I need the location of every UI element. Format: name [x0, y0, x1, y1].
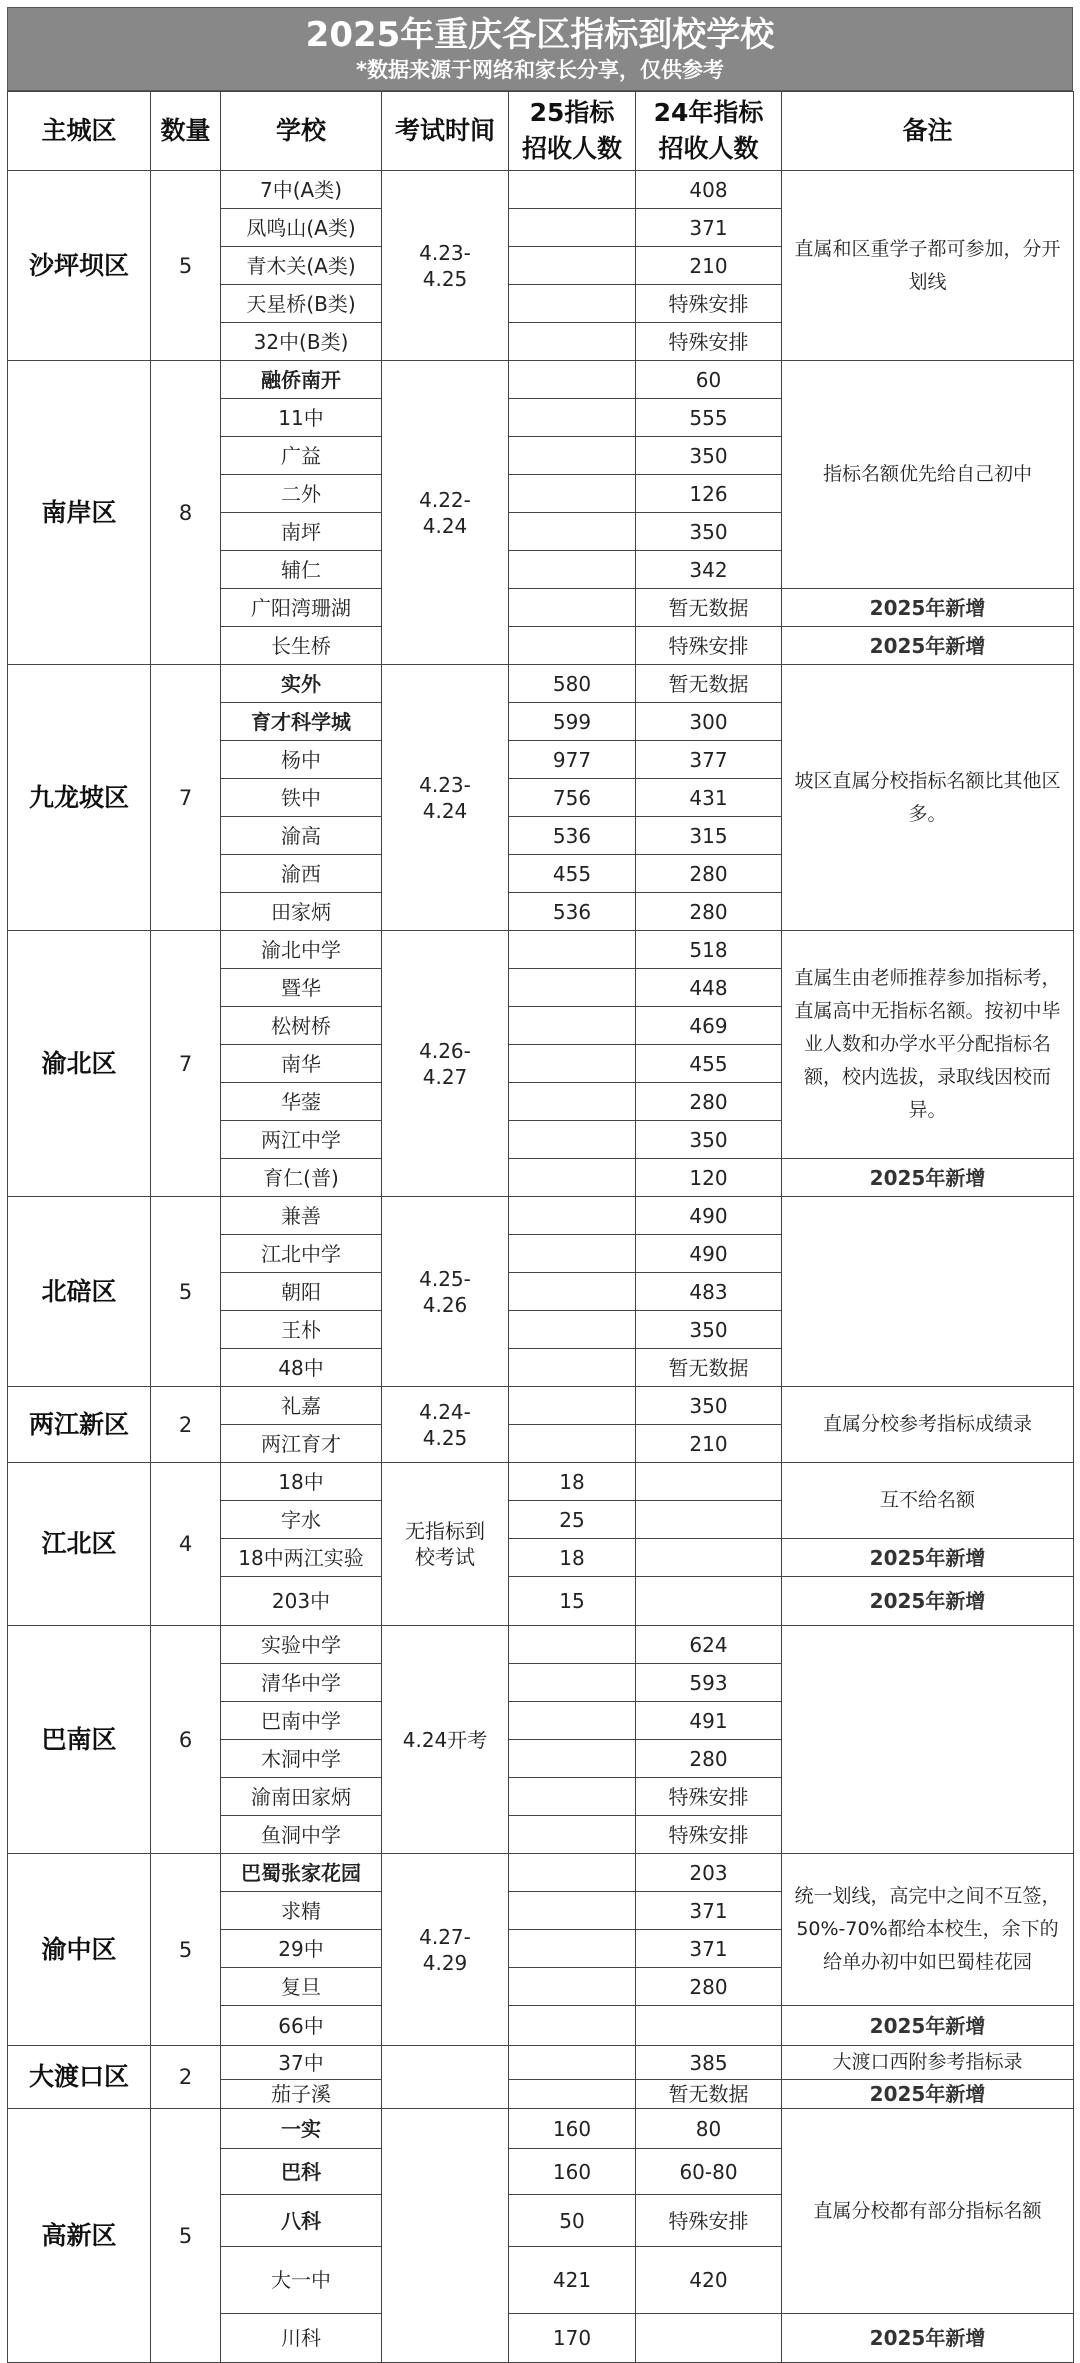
quota-25: 15 — [509, 1577, 636, 1626]
school-name: 杨中 — [221, 741, 382, 779]
quota-24: 342 — [636, 551, 782, 589]
school-name: 37中 — [221, 2046, 382, 2080]
quota-25 — [509, 1664, 636, 1702]
school-count: 7 — [151, 665, 221, 931]
school-name: 田家炳 — [221, 893, 382, 931]
table-row — [8, 931, 1074, 969]
new-badge: 2025年新增 — [782, 1577, 1074, 1626]
quota-24: 377 — [636, 741, 782, 779]
quota-25 — [509, 1159, 636, 1197]
header-quota-25 — [509, 92, 636, 171]
quota-25 — [509, 1892, 636, 1930]
quota-24: 210 — [636, 247, 782, 285]
quota-24 — [636, 2314, 782, 2363]
school-name: 32中(B类) — [221, 323, 382, 361]
table-row — [8, 361, 1074, 399]
note-cell: 直属和区重学子都可参加，分开划线 — [782, 171, 1074, 361]
exam-time: 4.26-4.27 — [382, 931, 509, 1197]
note-cell: 坡区直属分校指标名额比其他区多。 — [782, 665, 1074, 931]
school-name: 巴南中学 — [221, 1702, 382, 1740]
table-row — [8, 1387, 1074, 1425]
new-badge: 2025年新增 — [782, 589, 1074, 627]
quota-24: 483 — [636, 1273, 782, 1311]
note-cell — [782, 1197, 1074, 1387]
school-count: 8 — [151, 361, 221, 665]
header-quota-25-line1: 25指标 — [529, 98, 615, 127]
quota-24 — [636, 1501, 782, 1539]
quota-24: 暂无数据 — [636, 589, 782, 627]
quota-24 — [636, 1577, 782, 1626]
district-name: 九龙坡区 — [8, 665, 151, 931]
quota-24: 408 — [636, 171, 782, 209]
school-name: 川科 — [221, 2314, 382, 2363]
quota-24: 特殊安排 — [636, 1816, 782, 1854]
quota-25 — [509, 1083, 636, 1121]
quota-25 — [509, 1273, 636, 1311]
quota-24: 280 — [636, 855, 782, 893]
note-cell: 直属生由老师推荐参加指标考，直属高中无指标名额。按初中毕业人数和办学水平分配指标名额，校内选拔，录取线因校而异。 — [782, 931, 1074, 1159]
quota-24: 350 — [636, 513, 782, 551]
header-quota-24 — [636, 92, 782, 171]
quota-25: 536 — [509, 893, 636, 931]
new-badge: 2025年新增 — [782, 627, 1074, 665]
school-name: 字水 — [221, 1501, 382, 1539]
quota-24: 280 — [636, 893, 782, 931]
table-row — [8, 171, 1074, 209]
school-name: 求精 — [221, 1892, 382, 1930]
quota-25 — [509, 1425, 636, 1463]
quota-24 — [636, 1539, 782, 1577]
quota-25: 18 — [509, 1463, 636, 1501]
note-cell: 大渡口西附参考指标录 — [782, 2046, 1074, 2080]
new-badge: 2025年新增 — [782, 1159, 1074, 1197]
quota-25 — [509, 1121, 636, 1159]
new-badge: 2025年新增 — [782, 2006, 1074, 2046]
school-name: 辅仁 — [221, 551, 382, 589]
school-count: 5 — [151, 1197, 221, 1387]
exam-time — [382, 2046, 509, 2109]
quota-24: 300 — [636, 703, 782, 741]
exam-time: 4.23-4.24 — [382, 665, 509, 931]
quota-25 — [509, 247, 636, 285]
quota-25: 18 — [509, 1539, 636, 1577]
header-row — [8, 92, 1074, 171]
new-badge: 2025年新增 — [782, 2080, 1074, 2109]
quota-25: 421 — [509, 2247, 636, 2314]
quota-25: 536 — [509, 817, 636, 855]
district-name: 北碚区 — [8, 1197, 151, 1387]
school-name: 18中两江实验 — [221, 1539, 382, 1577]
quota-25: 170 — [509, 2314, 636, 2363]
quota-24 — [636, 2006, 782, 2046]
school-name: 清华中学 — [221, 1664, 382, 1702]
school-count: 2 — [151, 1387, 221, 1463]
quota-24: 555 — [636, 399, 782, 437]
table-row — [8, 2046, 1074, 2080]
school-name: 203中 — [221, 1577, 382, 1626]
quota-25 — [509, 1740, 636, 1778]
school-name: 广阳湾珊湖 — [221, 589, 382, 627]
school-name: 18中 — [221, 1463, 382, 1501]
quota-25 — [509, 361, 636, 399]
school-name: 凤鸣山(A类) — [221, 209, 382, 247]
school-name: 育仁(普) — [221, 1159, 382, 1197]
table-row — [8, 1463, 1074, 1501]
header-quota-25-line2: 招收人数 — [521, 134, 622, 163]
school-name: 广益 — [221, 437, 382, 475]
school-name: 两江中学 — [221, 1121, 382, 1159]
school-name: 66中 — [221, 2006, 382, 2046]
quota-25 — [509, 1007, 636, 1045]
table-row — [8, 665, 1074, 703]
school-name: 实外 — [221, 665, 382, 703]
quota-25 — [509, 931, 636, 969]
quota-25 — [509, 1197, 636, 1235]
school-name: 松树桥 — [221, 1007, 382, 1045]
district-name: 南岸区 — [8, 361, 151, 665]
quota-24: 455 — [636, 1045, 782, 1083]
quota-24: 120 — [636, 1159, 782, 1197]
quota-25 — [509, 209, 636, 247]
quota-24: 491 — [636, 1702, 782, 1740]
school-count: 5 — [151, 1854, 221, 2046]
quota-24: 624 — [636, 1626, 782, 1664]
quota-24: 60 — [636, 361, 782, 399]
school-name: 29中 — [221, 1930, 382, 1968]
school-name: 渝北中学 — [221, 931, 382, 969]
school-name: 南坪 — [221, 513, 382, 551]
quota-25 — [509, 1311, 636, 1349]
table-wrapper — [7, 7, 1073, 2363]
quota-25 — [509, 513, 636, 551]
quota-24: 特殊安排 — [636, 285, 782, 323]
school-name: 青木关(A类) — [221, 247, 382, 285]
school-name: 7中(A类) — [221, 171, 382, 209]
school-count: 5 — [151, 171, 221, 361]
quota-24: 371 — [636, 209, 782, 247]
quota-24: 385 — [636, 2046, 782, 2080]
quota-25 — [509, 589, 636, 627]
quota-25 — [509, 437, 636, 475]
quota-24: 469 — [636, 1007, 782, 1045]
school-count: 4 — [151, 1463, 221, 1626]
new-badge: 2025年新增 — [782, 2314, 1074, 2363]
school-count: 6 — [151, 1626, 221, 1854]
school-name: 两江育才 — [221, 1425, 382, 1463]
header-count: 数量 — [151, 92, 221, 171]
quota-25 — [509, 1854, 636, 1892]
quota-24: 350 — [636, 1311, 782, 1349]
school-name: 华蓥 — [221, 1083, 382, 1121]
school-count: 7 — [151, 931, 221, 1197]
quota-25 — [509, 551, 636, 589]
school-name: 一实 — [221, 2109, 382, 2149]
quota-25: 977 — [509, 741, 636, 779]
quota-25 — [509, 1626, 636, 1664]
school-name: 融侨南开 — [221, 361, 382, 399]
quota-25: 455 — [509, 855, 636, 893]
quota-25 — [509, 969, 636, 1007]
quota-24: 特殊安排 — [636, 1778, 782, 1816]
school-name: 兼善 — [221, 1197, 382, 1235]
quota-24: 420 — [636, 2247, 782, 2314]
new-badge: 2025年新增 — [782, 1539, 1074, 1577]
quota-25 — [509, 399, 636, 437]
quota-25 — [509, 1930, 636, 1968]
district-name: 沙坪坝区 — [8, 171, 151, 361]
quota-24: 431 — [636, 779, 782, 817]
quota-24: 暂无数据 — [636, 2080, 782, 2109]
school-name: 巴科 — [221, 2149, 382, 2195]
school-name: 二外 — [221, 475, 382, 513]
quota-24: 特殊安排 — [636, 627, 782, 665]
school-name: 铁中 — [221, 779, 382, 817]
quota-25: 756 — [509, 779, 636, 817]
school-name: 江北中学 — [221, 1235, 382, 1273]
quota-25 — [509, 1968, 636, 2006]
quota-25: 50 — [509, 2195, 636, 2247]
table-row — [8, 2109, 1074, 2149]
quota-25 — [509, 627, 636, 665]
quota-25 — [509, 1778, 636, 1816]
exam-time: 4.27-4.29 — [382, 1854, 509, 2046]
district-name: 渝北区 — [8, 931, 151, 1197]
school-count: 5 — [151, 2109, 221, 2363]
school-name: 巴蜀张家花园 — [221, 1854, 382, 1892]
quota-24: 371 — [636, 1930, 782, 1968]
quota-24: 80 — [636, 2109, 782, 2149]
note-cell: 指标名额优先给自己初中 — [782, 361, 1074, 589]
district-name: 两江新区 — [8, 1387, 151, 1463]
quota-24: 350 — [636, 437, 782, 475]
school-name: 大一中 — [221, 2247, 382, 2314]
exam-time: 4.23-4.25 — [382, 171, 509, 361]
exam-time: 无指标到校考试 — [382, 1463, 509, 1626]
quota-24: 210 — [636, 1425, 782, 1463]
note-cell: 统一划线，高完中之间不互签，50%-70%都给本校生，余下的给单办初中如巴蜀桂花园 — [782, 1854, 1074, 2006]
school-name: 暨华 — [221, 969, 382, 1007]
school-name: 木洞中学 — [221, 1740, 382, 1778]
quota-25 — [509, 1235, 636, 1273]
school-name: 王朴 — [221, 1311, 382, 1349]
header-district: 主城区 — [8, 92, 151, 171]
quota-25: 160 — [509, 2109, 636, 2149]
exam-time: 4.22-4.24 — [382, 361, 509, 665]
quota-24: 315 — [636, 817, 782, 855]
district-name: 江北区 — [8, 1463, 151, 1626]
school-name: 11中 — [221, 399, 382, 437]
note-cell: 互不给名额 — [782, 1463, 1074, 1539]
quota-24: 特殊安排 — [636, 323, 782, 361]
district-name: 高新区 — [8, 2109, 151, 2363]
quota-25 — [509, 1349, 636, 1387]
page-subtitle: *数据来源于网络和家长分享，仅供参考 — [356, 58, 724, 82]
quota-24: 特殊安排 — [636, 2195, 782, 2247]
note-cell — [782, 1626, 1074, 1854]
district-name: 巴南区 — [8, 1626, 151, 1854]
header-note: 备注 — [782, 92, 1074, 171]
quota-25 — [509, 475, 636, 513]
quota-24: 518 — [636, 931, 782, 969]
quota-25: 599 — [509, 703, 636, 741]
school-name: 育才科学城 — [221, 703, 382, 741]
quota-24: 350 — [636, 1121, 782, 1159]
school-name: 48中 — [221, 1349, 382, 1387]
note-cell: 直属分校参考指标成绩录 — [782, 1387, 1074, 1463]
district-name: 渝中区 — [8, 1854, 151, 2046]
quota-25 — [509, 2006, 636, 2046]
school-name: 渝南田家炳 — [221, 1778, 382, 1816]
quota-25 — [509, 1387, 636, 1425]
school-name: 天星桥(B类) — [221, 285, 382, 323]
school-name: 鱼洞中学 — [221, 1816, 382, 1854]
quota-25: 160 — [509, 2149, 636, 2195]
table-row — [8, 1197, 1074, 1235]
school-name: 复旦 — [221, 1968, 382, 2006]
quota-25 — [509, 2046, 636, 2080]
header-quota-24-line1: 24年指标 — [653, 98, 764, 127]
school-name: 实验中学 — [221, 1626, 382, 1664]
school-count: 2 — [151, 2046, 221, 2109]
quota-25 — [509, 1702, 636, 1740]
exam-time: 4.24-4.25 — [382, 1387, 509, 1463]
school-name: 渝高 — [221, 817, 382, 855]
exam-time: 4.25-4.26 — [382, 1197, 509, 1387]
school-name: 朝阳 — [221, 1273, 382, 1311]
table-row — [8, 1854, 1074, 1892]
header-school: 学校 — [221, 92, 382, 171]
quota-25 — [509, 323, 636, 361]
quota-24: 暂无数据 — [636, 665, 782, 703]
quota-24: 490 — [636, 1235, 782, 1273]
quota-24: 490 — [636, 1197, 782, 1235]
quota-25: 580 — [509, 665, 636, 703]
title-banner — [7, 7, 1073, 91]
quota-25 — [509, 171, 636, 209]
district-name: 大渡口区 — [8, 2046, 151, 2109]
school-name: 南华 — [221, 1045, 382, 1083]
quota-25 — [509, 1816, 636, 1854]
exam-time — [382, 2109, 509, 2363]
note-cell: 直属分校都有部分指标名额 — [782, 2109, 1074, 2314]
school-name: 茄子溪 — [221, 2080, 382, 2109]
quota-24: 203 — [636, 1854, 782, 1892]
quota-24: 280 — [636, 1968, 782, 2006]
quota-24: 350 — [636, 1387, 782, 1425]
table-row — [8, 1626, 1074, 1664]
quota-24: 371 — [636, 1892, 782, 1930]
page-title: 2025年重庆各区指标到校学校 — [305, 15, 775, 55]
quota-24: 448 — [636, 969, 782, 1007]
schools-table — [7, 91, 1074, 2363]
quota-24: 60-80 — [636, 2149, 782, 2195]
table-body — [8, 171, 1074, 2363]
quota-24: 暂无数据 — [636, 1349, 782, 1387]
school-name: 长生桥 — [221, 627, 382, 665]
header-exam-time: 考试时间 — [382, 92, 509, 171]
quota-25 — [509, 1045, 636, 1083]
header-quota-24-line2: 招收人数 — [658, 134, 759, 163]
quota-24 — [636, 1463, 782, 1501]
quota-25: 25 — [509, 1501, 636, 1539]
quota-24: 280 — [636, 1083, 782, 1121]
quota-25 — [509, 285, 636, 323]
school-name: 八科 — [221, 2195, 382, 2247]
quota-24: 126 — [636, 475, 782, 513]
exam-time: 4.24开考 — [382, 1626, 509, 1854]
quota-24: 280 — [636, 1740, 782, 1778]
quota-24: 593 — [636, 1664, 782, 1702]
school-name: 礼嘉 — [221, 1387, 382, 1425]
school-name: 渝西 — [221, 855, 382, 893]
quota-25 — [509, 2080, 636, 2109]
